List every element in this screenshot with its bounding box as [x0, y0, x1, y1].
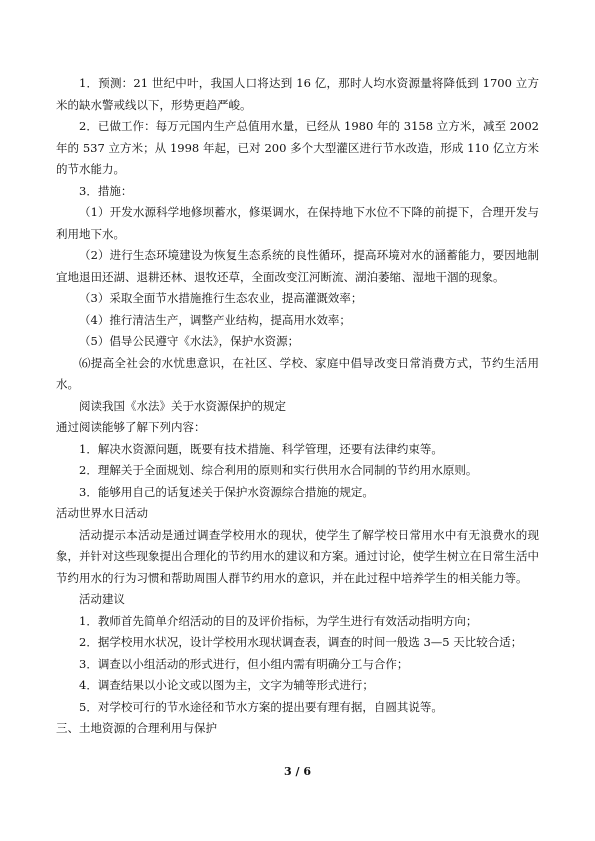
paragraph: 活动建议	[79, 592, 125, 606]
paragraph: 1．解决水资源问题，既要有技术措施、科学管理，还要有法律约束等。	[79, 441, 443, 456]
paragraph: （4）推行清洁生产，调整产业结构，提高用水效率；	[79, 312, 351, 327]
paragraph: 2．据学校用水状况，设计学校用水现状调查表，调查的时间一般选 3—5 天比较合适；	[79, 635, 523, 649]
paragraph: ⑹提高全社会的水忧患意识，在社区、学校、家庭中倡导改变日常消费方式，节约生活用水。	[56, 355, 539, 391]
paragraph: 三、土地资源的合理利用与保护	[56, 721, 217, 735]
paragraph: 活动提示本活动是通过调查学校用水的现状，使学生了解学校日常用水中有无浪费水的现象，并针对这些现象提出合理化的节约用水的建议和方案。通过讨论，使学生树立在日常生活中节约用水的行为习惯和帮助周围人群节约用水的意识，并在此过程中培养学生的相关能力等。	[56, 527, 539, 585]
paragraph: （5）倡导公民遵守《水法》，保护水资源；	[79, 334, 300, 348]
paragraph: 阅读我国《水法》关于水资源保护的规定	[79, 398, 286, 413]
page-number: 3 / 6	[284, 765, 311, 778]
paragraph: 通过阅读能够了解下列内容：	[56, 420, 206, 434]
paragraph: 2．已做工作：每万元国内生产总值用水量，已经从 1980 年的 3158 立方米，减至 2002 年的 537 立方米；从 1998 年起，已对 200 多个大型灌区进行节水改造，形成 110 亿立方米的节水能力。	[56, 119, 539, 176]
paragraph: （3）采取全面节水措施推行生态农业，提高灌溉效率；	[79, 291, 363, 305]
paragraph: （1）开发水源科学地修坝蓄水，修渠调水，在保持地下水位不下降的前提下，合理开发与利用地下水。	[56, 205, 539, 241]
paragraph: 5．对学校可行的节水途径和节水方案的提出要有理有据，自圆其说等。	[79, 699, 443, 714]
paragraph: 4．调查结果以小论文或以图为主，文字为辅等形式进行；	[79, 678, 374, 692]
paragraph: 2．理解关于全面规划、综合利用的原则和实行供用水合同制的节约用水原则。	[79, 463, 478, 477]
paragraph: （2）进行生态环境建设为恢复生态系统的良性循环，提高环境对水的涵蓄能力，要因地制宜地退田还湖、退耕还林、退牧还草，全面改变江河断流、湖泊萎缩、湿地干涸的现象。	[56, 248, 539, 284]
paragraph: 活动世界水日活动	[56, 506, 148, 520]
paragraph: 1．教师首先简单介绍活动的目的及评价指标，为学生进行有效活动指明方向；	[79, 613, 478, 628]
paragraph: 1．预测：21 世纪中叶，我国人口将达到 16 亿，那时人均水资源量将降低到 1700 立方米的缺水警戒线以下，形势更趋严峻。	[56, 76, 539, 112]
paragraph: 3．调查以小组活动的形式进行，但小组内需有明确分工与合作；	[79, 656, 409, 671]
document-body	[56, 73, 539, 740]
paragraph: 3．措施：	[79, 183, 133, 198]
paragraph: 3．能够用自己的话复述关于保护水资源综合措施的规定。	[79, 484, 374, 499]
